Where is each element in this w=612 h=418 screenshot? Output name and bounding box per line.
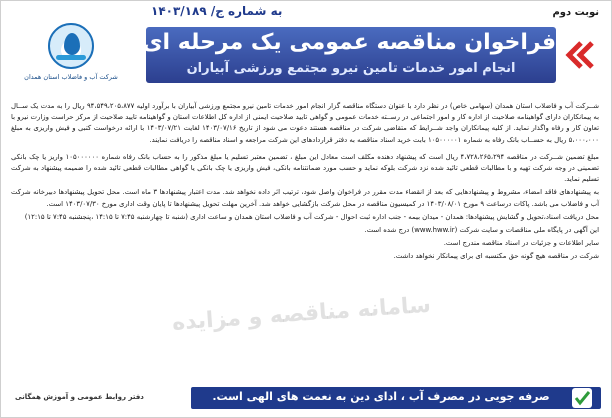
company-logo <box>11 23 131 91</box>
notice-body <box>11 101 599 265</box>
check-icon <box>571 387 593 409</box>
page-subtitle: انجام امور خدمات تامین نیرو مجتمع ورزشی آبیاران <box>186 61 516 76</box>
watermark: سامانه مناقصه و مزایده <box>171 292 432 336</box>
water-drop-logo-icon <box>48 23 94 69</box>
paragraph-website: این آگهی در پایگاه ملی مناقصات و سایت شرکت (www.hww.ir) درج شده است. <box>364 226 599 235</box>
paragraph-overview: شــرکت آب و فاضلاب استان همدان (سهامی خاص) در نظر دارد با عنوان دستگاه مناقصه گزار انجام امور خدمات تامین نیرو مجتمع ورزشی آبیاران با برآورد اولیه ۹۴،۵۴۹،۲۰۵،۸۷۷ ریال را به مدت یک ســال به پیمانکاران دارای گواهینامه صلاحیت از اداره کار و امور اجتماعی در رســته خدمات عمومی و گواهی تایید صلاحیت ایمنی از اداره کل اطلاعات استان و گواهینامه تایید صلاحیت از مرکز حراست وزارت نیرو با تعاون کار و رفاه واگذار نماید. از کلیه پیمانکاران واجد شــرایط که متقاضی شرکت در مناقصه هستند دعوت می شود از تاریخ ۱۴۰۳/۰۷/۱۶ لغایت ۱۴۰۳/۰۷/۲۱ با ارائه درخواست کتبی و فیش واریزی به مبلغ ۵،۰۰۰،۰۰۰ ریال به حســاب بانک رفاه به شماره ۱۰۵۰۰۰۰۰۱ بابت خرید اسناد مناقصه به دفتر قراردادهای این شرکت مراجعه و اسناد مناقصه را دریافت نمایند. <box>11 102 599 144</box>
paragraph-location: محل دریافت اسناد،تحویل و گشایش پیشنهادها: همدان - میدان بیمه - جنب اداره ثبت احوال - شرکت آب و فاضلاب استان همدان و ساعت اداری (شنبه تا چهارشنبه ۷:۴۵ تا ۱۴:۱۵ ،پنجشنبه ۷:۴۵ تا ۱۲:۱۵) <box>24 212 599 221</box>
publisher-office: دفتر روابط عمومی و آموزش همگانی <box>15 393 144 401</box>
paragraph-rights: شرکت در مناقصه هیچ گونه حق مکتسبه ای برای پیمانکار نخواهد داشت. <box>393 252 599 261</box>
page-title: فراخوان مناقصه عمومی یک مرحله ای <box>142 30 556 55</box>
paragraph-details: سایر اطلاعات و جزئیات در اسناد مناقصه مندرج است. <box>443 239 599 248</box>
notice-round: نوبت دوم <box>552 7 599 18</box>
notice-number: به شماره ج/ ۱۴۰۳/۱۸۹ <box>151 4 283 18</box>
company-name: شرکت آب و فاضلاب استان همدان <box>24 73 118 81</box>
chevron-left-icon <box>561 37 597 73</box>
paragraph-conditions: به پیشنهادهای فاقد امضاء، مشروط و پیشنهادهایی که بعد از انقضاء مدت مقرر در فراخوان واصل شود، ترتیب اثر داده نخواهد شد. مدت اعتبار پیشنهادها ۳ ماه است. محل تحویل پیشنهادها دبیرخانه شرکت آب و فاضلاب می باشد. پاکات درساعت ۹ مورخ ۱۴۰۳/۰۸/۰۱ در کمیسیون مناقصه در محل شرکت بازگشایی خواهد شد. آخرین مهلت تحویل پیشنهادها تا پایان وقت اداری مورخ ۱۴۰۳/۰۷/۳۰ است. <box>11 188 600 208</box>
footer-slogan: صرفه جویی در مصرف آب ، ادای دین به نعمت های الهی است. <box>212 390 550 403</box>
paragraph-guarantee: مبلغ تضمین شــرکت در مناقصه ۴،۷۲۸،۲۶۵،۲۹۴ ریال است که پیشنهاد دهنده مکلف است معادل این مبلغ ، تضمین معتبر تسلیم یا مبلغ مذکور را به حساب بانک رفاه شماره ۱۰۵۰۰۰۰۰۰ واریز یا چک بانکی تضمینی در وجه شرکت تهیه و با مطالبات قطعی تائید شده نزد شرکت بلوکه نماید و حسب مورد ضمانتنامه بانکی، فیش واریزی یا چک بانکی یا گواهی مطالبات قطعی تائید شده را ضمیمه پیشنهاد به شرکت تسلیم نماید. <box>11 152 599 184</box>
